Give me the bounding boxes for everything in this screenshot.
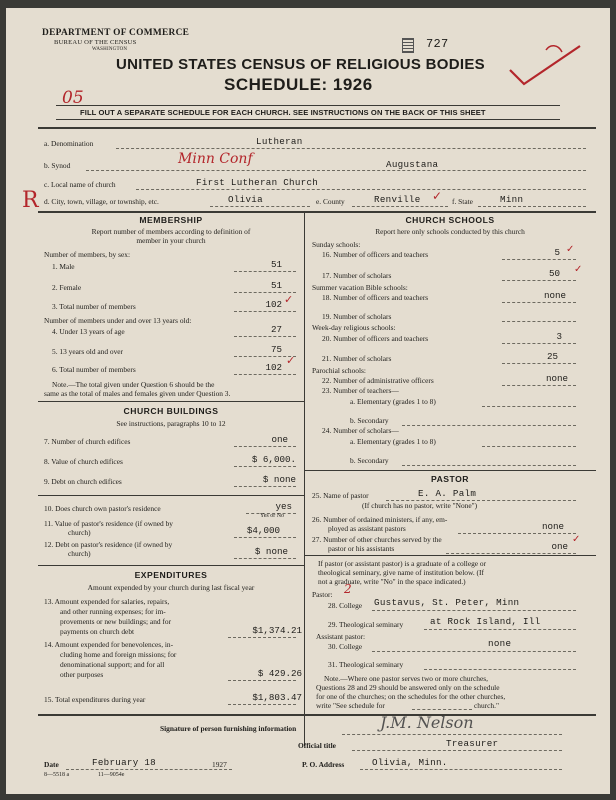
q27-check-icon: ✓ <box>572 534 581 545</box>
assistant-subheading: Assistant pastor: <box>316 632 366 641</box>
teachers-secondary-label: b. Secondary <box>350 416 389 425</box>
instruction-rule-top <box>56 105 560 106</box>
under-13-value[interactable]: 27 <box>270 324 282 335</box>
under-13-label: 4. Under 13 years of age <box>52 327 125 336</box>
synod-label: b. Synod <box>44 161 71 170</box>
running-expenses-label-1: 13. Amount expended for salaries, repairs, <box>44 597 170 606</box>
benevolences-label-1: 14. Amount expended for benevolences, in- <box>44 640 174 649</box>
official-title-label: Official title <box>298 741 336 750</box>
pastor-note-5: church." <box>474 701 499 710</box>
sunday-scholars-line <box>502 280 576 281</box>
county-check-icon: ✓ <box>432 189 443 203</box>
edifice-value[interactable]: $ 6,000. <box>251 454 296 465</box>
sunday-scholars-value[interactable]: 50 <box>548 268 560 279</box>
total-members-value[interactable]: 102 <box>265 299 282 310</box>
signature-label: Signature of person furnishing information <box>160 724 297 733</box>
corner-mark: 05 <box>62 88 84 108</box>
q6-check-icon: ✓ <box>286 354 296 367</box>
synod-line <box>86 170 586 171</box>
total-members-label: 3. Total number of members <box>52 302 136 311</box>
total-expenditures-line <box>228 704 296 705</box>
expenditures-title: EXPENDITURES <box>134 570 208 580</box>
admin-officers-value[interactable]: none <box>545 373 568 384</box>
official-title-line <box>352 750 562 751</box>
denomination-line <box>116 148 586 149</box>
expenditures-subtitle: Amount expended by your church during last fiscal year <box>87 583 255 592</box>
residence-debt-value[interactable]: $ none <box>254 546 288 557</box>
assistant-college-value[interactable]: none <box>488 638 512 649</box>
section-border <box>38 211 596 213</box>
membership-bottom-rule <box>38 401 304 402</box>
weekday-teachers-line <box>502 343 576 344</box>
assistant-pastors-line <box>458 533 576 534</box>
residence-value[interactable]: $4,000 <box>246 525 280 536</box>
denomination-label: a. Denomination <box>44 139 94 148</box>
assistant-pastors-value[interactable]: none <box>541 521 564 532</box>
residence-value-label-2: church) <box>68 528 91 537</box>
residence-debt-label-1: 12. Debt on pastor's residence (if owned by <box>44 540 173 549</box>
running-expenses-label-3: provements or new buildings; and for <box>60 617 172 626</box>
benevolences-label-4: other purposes <box>60 670 104 679</box>
form-code: 8—5518 a <box>44 772 70 778</box>
teachers-secondary-line <box>402 425 576 426</box>
county-value[interactable]: Renville <box>374 194 421 205</box>
membership-note-1: Note.—The total given under Question 6 should be the <box>52 380 215 389</box>
residence-debt-line <box>234 558 296 559</box>
over-13-value[interactable]: 75 <box>270 344 282 355</box>
graduate-note-2: theological seminary, give name of institution below. (If <box>318 568 484 577</box>
synod-value[interactable]: Augustana <box>386 159 439 170</box>
edifices-value[interactable]: one <box>271 434 288 445</box>
pastor-note-3: for one of the churches; on the schedules for the other churches, <box>316 692 506 701</box>
weekday-heading: Week-day religious schools: <box>312 323 396 332</box>
pastor-subheading: Pastor: <box>312 590 333 599</box>
assistant-college-label: 30. College <box>328 642 363 651</box>
sunday-teachers-line <box>502 259 576 260</box>
state-value[interactable]: Minn <box>500 194 524 205</box>
summer-teachers-line <box>502 302 576 303</box>
official-title-value[interactable]: Treasurer <box>446 738 499 749</box>
benevolences-label-2: cluding home and foreign missions; for <box>60 650 177 659</box>
denomination-value[interactable]: Lutheran <box>256 136 303 147</box>
by-sex-heading: Number of members, by sex: <box>44 250 130 259</box>
other-churches-label-1: 27. Number of other churches served by the <box>312 535 442 544</box>
buildings-title: CHURCH BUILDINGS <box>123 406 219 416</box>
filing-stamp-icon <box>402 38 414 53</box>
edifices-label: 7. Number of church edifices <box>44 437 131 446</box>
edifice-debt-value[interactable]: $ none <box>262 474 296 485</box>
census-form <box>6 8 610 794</box>
teachers-elementary-label: a. Elementary (grades 1 to 8) <box>350 397 436 406</box>
membership-title: MEMBERSHIP <box>139 215 203 225</box>
top-border <box>38 127 596 129</box>
q3-check-icon: ✓ <box>284 293 294 306</box>
summer-heading: Summer vacation Bible schools: <box>312 283 408 292</box>
teachers-elementary-line <box>482 406 576 407</box>
date-label: Date <box>44 760 59 769</box>
address-label: P. O. Address <box>302 760 345 769</box>
age-heading: Number of members under and over 13 years old: <box>44 316 192 325</box>
teachers-heading: 23. Number of teachers— <box>322 386 399 395</box>
membership-note-2: same as the total of males and females given under Question 3. <box>44 389 231 398</box>
instruction-line: FILL OUT A SEPARATE SCHEDULE FOR EACH CHURCH. SEE INSTRUCTIONS ON THE BACK OF THIS SHEET <box>80 108 486 117</box>
address-line <box>360 769 562 770</box>
form-code-2: 11—9054e <box>98 772 125 778</box>
total-members-2-label: 6. Total number of members <box>52 365 136 374</box>
schedule-title: SCHEDULE: 1926 <box>224 75 373 94</box>
total-expenditures-label: 15. Total expenditures during year <box>44 695 146 704</box>
running-expenses-value[interactable]: $1,374.21 <box>252 625 302 636</box>
buildings-bottom-rule <box>38 565 304 566</box>
assistant-college-line <box>372 651 576 652</box>
city-field-label: d. City, town, village, or township, etc. <box>44 197 159 206</box>
assistant-pastors-label-1: 26. Number of ordained ministers, if any, em- <box>312 515 448 524</box>
synod-handwritten[interactable]: Minn Conf <box>178 151 253 167</box>
assistant-seminary-label: 31. Theological seminary <box>328 660 404 669</box>
weekday-scholars-value[interactable]: 25 <box>546 351 558 362</box>
scholars-secondary-line <box>402 465 576 466</box>
date-year: 1927 <box>212 760 227 769</box>
residence-own-label: 10. Does church own pastor's residence <box>44 504 161 513</box>
female-label: 2. Female <box>52 283 82 292</box>
checkmark-annotation-icon <box>506 40 586 96</box>
weekday-teachers-value[interactable]: 3 <box>556 331 562 342</box>
residence-own-value[interactable]: yes <box>275 501 292 512</box>
q17-check-icon: ✓ <box>574 264 583 275</box>
summer-teachers-value[interactable]: none <box>543 290 566 301</box>
edifice-debt-label: 9. Debt on church edifices <box>44 477 122 486</box>
seminary-label: 29. Theological seminary <box>328 620 404 629</box>
summer-scholars-line <box>502 321 576 322</box>
pastor-note-4: write "See schedule for <box>316 701 385 710</box>
pastor-name-value[interactable]: E. A. Palm <box>418 488 477 499</box>
buildings-mid-rule <box>38 495 304 496</box>
pastor-name-label: 25. Name of pastor <box>312 491 369 500</box>
summer-teachers-label: 18. Number of officers and teachers <box>322 293 429 302</box>
sunday-heading: Sunday schools: <box>312 240 361 249</box>
state-label: f. State <box>452 197 473 206</box>
sunday-teachers-value[interactable]: 5 <box>554 247 560 258</box>
pastor-note-1: Note.—Where one pastor serves two or more churches, <box>324 674 488 683</box>
yes-no-hint: Yes or No <box>260 513 285 519</box>
edifice-value-line <box>234 466 296 467</box>
scholars-heading: 24. Number of scholars— <box>322 426 399 435</box>
edifice-value-label: 8. Value of church edifices <box>44 457 123 466</box>
membership-subtitle-2: member in your church <box>136 236 206 245</box>
male-value[interactable]: 51 <box>270 259 282 270</box>
pastor-note-line <box>412 709 472 710</box>
residence-value-line <box>234 537 296 538</box>
signature-line <box>342 734 562 735</box>
form-title: UNITED STATES CENSUS OF RELIGIOUS BODIES <box>116 56 485 73</box>
bottom-section-border <box>38 714 596 716</box>
female-value[interactable]: 51 <box>270 280 282 291</box>
residence-debt-label-2: church) <box>68 549 91 558</box>
edifices-line <box>234 446 296 447</box>
local-name-line <box>136 189 586 190</box>
state-line <box>478 206 586 207</box>
total-expenditures-value[interactable]: $1,803.47 <box>252 692 302 703</box>
over-13-label: 5. 13 years old and over <box>52 347 124 356</box>
scholars-secondary-label: b. Secondary <box>350 456 389 465</box>
other-churches-line <box>446 553 576 554</box>
total-members-line <box>234 311 296 312</box>
margin-mark: R <box>22 188 39 213</box>
male-label: 1. Male <box>52 262 75 271</box>
graduate-note-1: If pastor (or assistant pastor) is a graduate of a college or <box>318 559 487 568</box>
schools-bottom-rule <box>304 470 596 471</box>
college-label: 28. College <box>328 601 363 610</box>
pastor-title: PASTOR <box>430 474 470 484</box>
schools-title: CHURCH SCHOOLS <box>405 215 495 225</box>
pastor-note-2: Questions 28 and 29 should be answered only on the schedule <box>316 683 500 692</box>
local-name-value[interactable]: First Lutheran Church <box>196 177 319 188</box>
sunday-scholars-label: 17. Number of scholars <box>322 271 392 280</box>
admin-officers-label: 22. Number of administrative officers <box>322 376 434 385</box>
college-line <box>372 610 576 611</box>
city-line <box>210 206 310 207</box>
benevolences-value[interactable]: $ 429.26 <box>257 668 302 679</box>
department-label: DEPARTMENT OF COMMERCE <box>42 28 190 38</box>
date-value[interactable]: February 18 <box>92 757 156 768</box>
weekday-scholars-line <box>502 363 576 364</box>
sunday-teachers-label: 16. Number of officers and teachers <box>322 250 429 259</box>
assistant-pastors-label-2: ployed as assistant pastors <box>328 524 406 533</box>
schools-subtitle: Report here only schools conducted by this church <box>375 227 525 236</box>
admin-officers-line <box>502 385 576 386</box>
college-value[interactable]: Gustavus, St. Peter, Minn <box>374 597 520 608</box>
county-label: e. County <box>316 197 345 206</box>
other-churches-label-2: pastor or his assistants <box>328 544 395 553</box>
running-expenses-line <box>228 637 296 638</box>
parochial-heading: Parochial schools: <box>312 366 366 375</box>
weekday-scholars-label: 21. Number of scholars <box>322 354 392 363</box>
summer-scholars-label: 19. Number of scholars <box>322 312 392 321</box>
graduate-note-3: not a graduate, write "No" in the space indicated.) <box>318 577 466 586</box>
running-expenses-label-2: and other running expenses; for im- <box>60 607 166 616</box>
local-name-label: c. Local name of church <box>44 180 116 189</box>
residence-value-label-1: 11. Value of pastor's residence (if owned by <box>44 519 173 528</box>
address-value[interactable]: Olivia, Minn. <box>372 757 448 768</box>
pastor-name-note: (If church has no pastor, write "None") <box>362 501 478 510</box>
weekday-teachers-label: 20. Number of officers and teachers <box>322 334 429 343</box>
total-members-2-value[interactable]: 102 <box>265 362 282 373</box>
scholars-elementary-label: a. Elementary (grades 1 to 8) <box>350 437 436 446</box>
signature-value[interactable]: J.M. Nelson <box>380 713 474 732</box>
q16-check-icon: ✓ <box>566 244 575 255</box>
bureau-label: BUREAU OF THE CENSUS <box>54 39 137 46</box>
edifice-debt-line <box>234 486 296 487</box>
pastor-mid-rule <box>304 555 596 556</box>
seminary-value[interactable]: at Rock Island, Ill <box>430 616 541 627</box>
under-13-line <box>234 336 296 337</box>
seminary-line <box>424 629 576 630</box>
stamp-number: 727 <box>426 37 449 51</box>
city-value[interactable]: Olivia <box>228 194 263 205</box>
other-churches-value[interactable]: one <box>551 541 568 552</box>
benevolences-line <box>228 680 296 681</box>
assistant-seminary-line <box>424 669 576 670</box>
instruction-rule-bottom <box>56 119 560 120</box>
city-label: WASHINGTON <box>92 47 128 52</box>
benevolences-label-3: denominational support; and for all <box>60 660 165 669</box>
buildings-subtitle: See instructions, paragraphs 10 to 12 <box>116 419 226 428</box>
pastor-annotation-icon: 2 <box>344 582 352 596</box>
membership-subtitle-1: Report number of members according to definition of <box>91 227 251 236</box>
total-members-2-line <box>234 374 296 375</box>
running-expenses-label-4: payments on church debt <box>60 627 135 636</box>
scholars-elementary-line <box>482 446 576 447</box>
county-line <box>352 206 448 207</box>
date-line <box>66 769 232 770</box>
male-line <box>234 271 296 272</box>
